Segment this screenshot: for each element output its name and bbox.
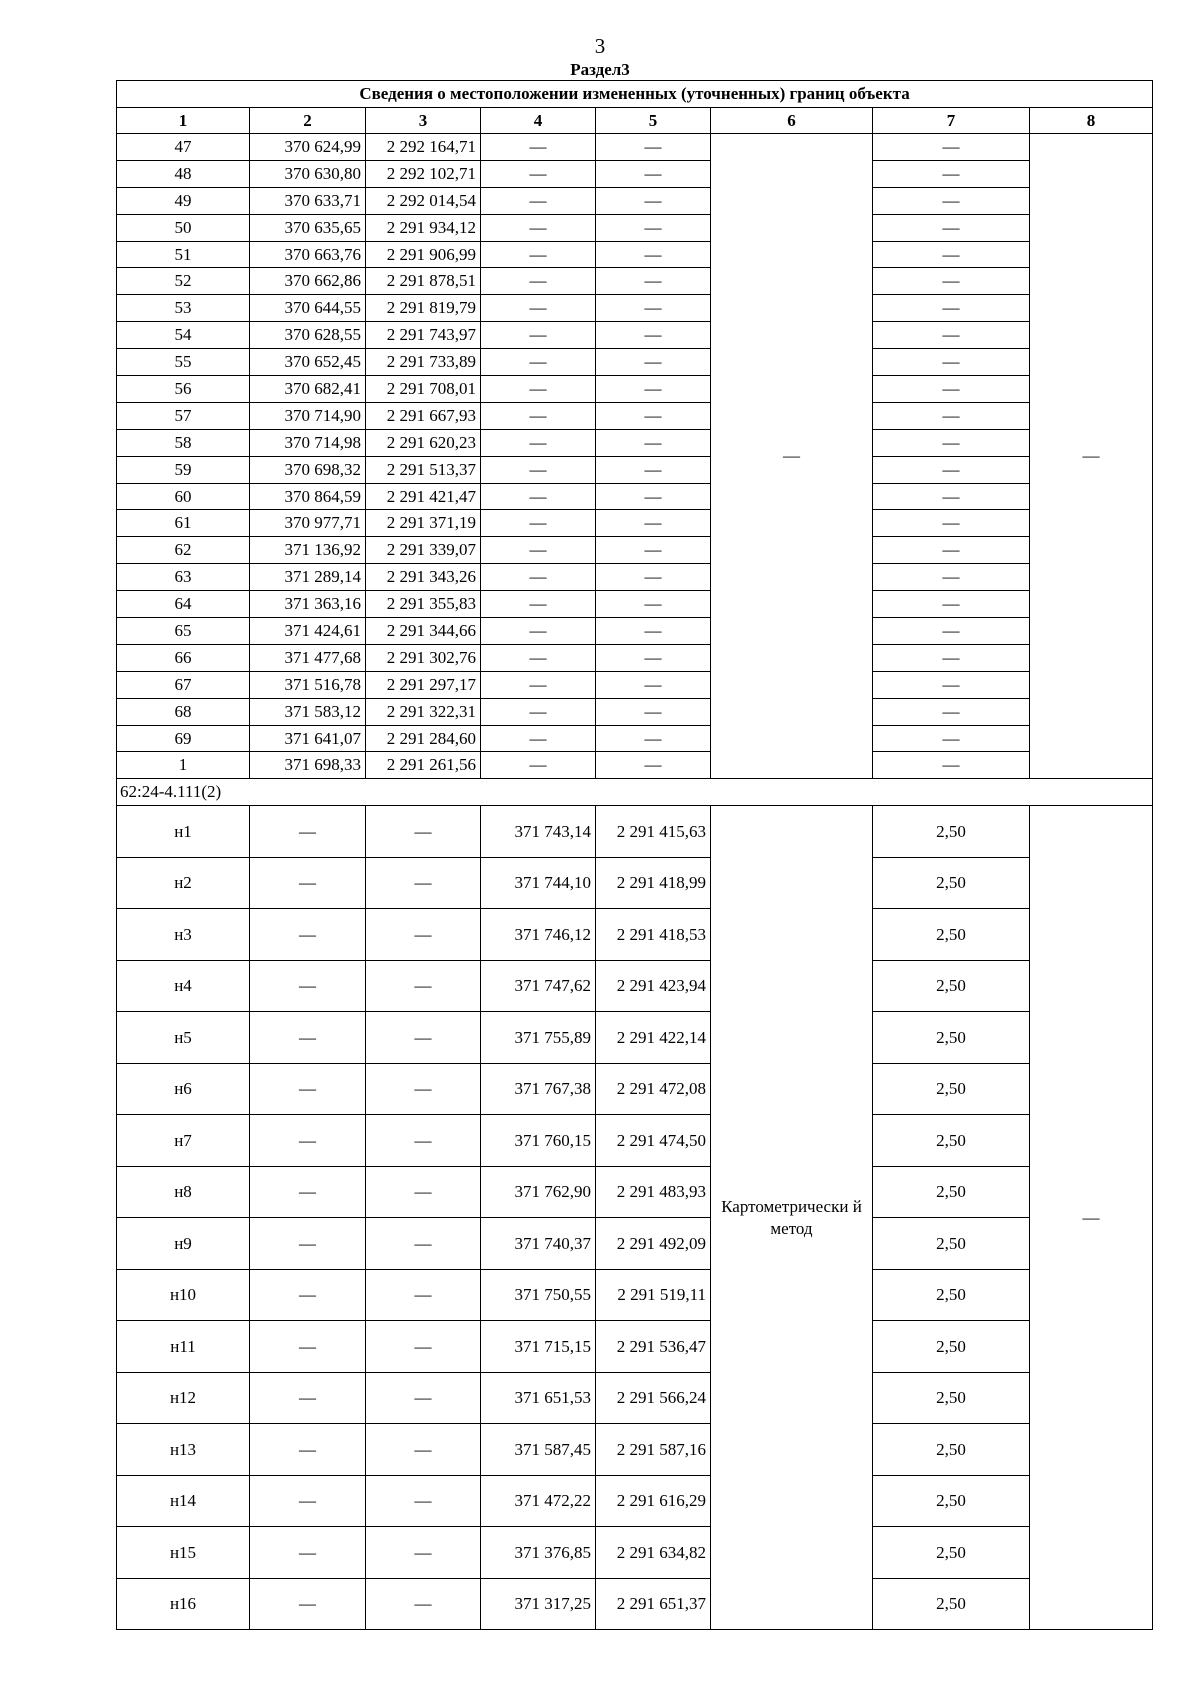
point-number: 52 bbox=[117, 268, 250, 295]
coord-x-new: 371 744,10 bbox=[481, 857, 596, 909]
column-header: 7 bbox=[873, 108, 1030, 134]
accuracy-cell: 2,50 bbox=[873, 1372, 1030, 1424]
coord-x-existing: 370 633,71 bbox=[250, 187, 366, 214]
coord-x-new: — bbox=[481, 671, 596, 698]
point-number: 55 bbox=[117, 349, 250, 376]
accuracy-cell: 2,50 bbox=[873, 1063, 1030, 1115]
coord-y-existing: 2 292 102,71 bbox=[366, 160, 481, 187]
coord-x-new: 371 317,25 bbox=[481, 1578, 596, 1630]
table-row bbox=[117, 268, 1153, 295]
accuracy-cell: 2,50 bbox=[873, 1475, 1030, 1527]
coord-x-new: — bbox=[481, 376, 596, 403]
table-row bbox=[117, 1063, 1153, 1115]
column-header: 3 bbox=[366, 108, 481, 134]
table-row bbox=[117, 698, 1153, 725]
coord-y-new: 2 291 415,63 bbox=[596, 806, 711, 858]
table-row bbox=[117, 725, 1153, 752]
point-number: 66 bbox=[117, 644, 250, 671]
table-title: Сведения о местоположении измененных (уточненных) границ объекта bbox=[117, 81, 1153, 108]
coord-x-new: 371 651,53 bbox=[481, 1372, 596, 1424]
coord-y-existing: — bbox=[366, 960, 481, 1012]
point-number: н3 bbox=[117, 909, 250, 961]
table-row bbox=[117, 376, 1153, 403]
accuracy-cell: — bbox=[873, 671, 1030, 698]
table-row bbox=[117, 1321, 1153, 1373]
point-number: н7 bbox=[117, 1115, 250, 1167]
accuracy-cell: — bbox=[873, 349, 1030, 376]
coord-y-existing: 2 291 371,19 bbox=[366, 510, 481, 537]
coord-y-new: — bbox=[596, 134, 711, 161]
coord-x-new: — bbox=[481, 725, 596, 752]
coord-x-new: — bbox=[481, 322, 596, 349]
coord-x-new: — bbox=[481, 564, 596, 591]
coord-y-new: — bbox=[596, 268, 711, 295]
coord-y-new: 2 291 422,14 bbox=[596, 1012, 711, 1064]
coord-y-existing: — bbox=[366, 806, 481, 858]
coord-y-existing: 2 291 322,31 bbox=[366, 698, 481, 725]
point-number: 54 bbox=[117, 322, 250, 349]
coord-y-existing: 2 291 819,79 bbox=[366, 295, 481, 322]
accuracy-cell: — bbox=[873, 187, 1030, 214]
table-row bbox=[117, 483, 1153, 510]
coord-x-existing: — bbox=[250, 1166, 366, 1218]
column-header: 5 bbox=[596, 108, 711, 134]
coord-y-new: 2 291 616,29 bbox=[596, 1475, 711, 1527]
accuracy-cell: — bbox=[873, 564, 1030, 591]
coord-x-existing: 370 662,86 bbox=[250, 268, 366, 295]
point-number: 49 bbox=[117, 187, 250, 214]
coord-y-existing: — bbox=[366, 1269, 481, 1321]
coord-x-new: 371 743,14 bbox=[481, 806, 596, 858]
point-number: 63 bbox=[117, 564, 250, 591]
point-number: н13 bbox=[117, 1424, 250, 1476]
table-row bbox=[117, 214, 1153, 241]
point-number: н10 bbox=[117, 1269, 250, 1321]
coord-y-existing: 2 291 733,89 bbox=[366, 349, 481, 376]
coord-x-new: 371 755,89 bbox=[481, 1012, 596, 1064]
point-number: н16 bbox=[117, 1578, 250, 1630]
accuracy-cell: 2,50 bbox=[873, 1012, 1030, 1064]
point-number: 57 bbox=[117, 402, 250, 429]
coord-y-new: — bbox=[596, 537, 711, 564]
coord-x-new: 371 760,15 bbox=[481, 1115, 596, 1167]
table-row bbox=[117, 1424, 1153, 1476]
accuracy-cell: — bbox=[873, 456, 1030, 483]
coord-y-new: — bbox=[596, 187, 711, 214]
coord-x-existing: 370 652,45 bbox=[250, 349, 366, 376]
point-number: 59 bbox=[117, 456, 250, 483]
accuracy-cell: — bbox=[873, 160, 1030, 187]
coord-y-existing: 2 291 667,93 bbox=[366, 402, 481, 429]
coord-y-new: 2 291 418,53 bbox=[596, 909, 711, 961]
point-number: 69 bbox=[117, 725, 250, 752]
coord-x-existing: — bbox=[250, 1269, 366, 1321]
coord-x-new: — bbox=[481, 698, 596, 725]
coord-x-new: — bbox=[481, 456, 596, 483]
coord-y-new: — bbox=[596, 618, 711, 645]
table-row bbox=[117, 1012, 1153, 1064]
coord-x-existing: 370 682,41 bbox=[250, 376, 366, 403]
point-number: 50 bbox=[117, 214, 250, 241]
accuracy-cell: — bbox=[873, 376, 1030, 403]
point-number: 53 bbox=[117, 295, 250, 322]
accuracy-cell: — bbox=[873, 241, 1030, 268]
point-number: н6 bbox=[117, 1063, 250, 1115]
coord-y-existing: 2 291 284,60 bbox=[366, 725, 481, 752]
coord-y-existing: 2 291 934,12 bbox=[366, 214, 481, 241]
coord-x-new: — bbox=[481, 268, 596, 295]
accuracy-cell: — bbox=[873, 214, 1030, 241]
point-number: н14 bbox=[117, 1475, 250, 1527]
point-number: 48 bbox=[117, 160, 250, 187]
header-row bbox=[117, 108, 1153, 134]
coord-y-new: — bbox=[596, 510, 711, 537]
table-row bbox=[117, 456, 1153, 483]
point-number: н15 bbox=[117, 1527, 250, 1579]
coord-y-new: — bbox=[596, 698, 711, 725]
table-row bbox=[117, 960, 1153, 1012]
coord-y-new: — bbox=[596, 322, 711, 349]
table-row bbox=[117, 349, 1153, 376]
table-row bbox=[117, 241, 1153, 268]
accuracy-cell: — bbox=[873, 752, 1030, 779]
accuracy-cell: — bbox=[873, 134, 1030, 161]
coord-x-new: 371 715,15 bbox=[481, 1321, 596, 1373]
coord-y-existing: — bbox=[366, 1321, 481, 1373]
coord-x-existing: — bbox=[250, 1578, 366, 1630]
coord-x-existing: 370 714,98 bbox=[250, 429, 366, 456]
coord-x-new: 371 747,62 bbox=[481, 960, 596, 1012]
coord-y-new: 2 291 483,93 bbox=[596, 1166, 711, 1218]
coord-y-new: — bbox=[596, 160, 711, 187]
table-row bbox=[117, 322, 1153, 349]
accuracy-cell: 2,50 bbox=[873, 1424, 1030, 1476]
column-header: 4 bbox=[481, 108, 596, 134]
accuracy-cell: 2,50 bbox=[873, 1578, 1030, 1630]
table-row bbox=[117, 909, 1153, 961]
accuracy-cell: — bbox=[873, 644, 1030, 671]
point-number: н8 bbox=[117, 1166, 250, 1218]
table-row bbox=[117, 1269, 1153, 1321]
coord-y-new: — bbox=[596, 429, 711, 456]
coord-y-new: — bbox=[596, 241, 711, 268]
coord-x-new: — bbox=[481, 349, 596, 376]
coord-x-existing: — bbox=[250, 1218, 366, 1270]
coord-y-new: — bbox=[596, 483, 711, 510]
coord-y-new: 2 291 519,11 bbox=[596, 1269, 711, 1321]
coord-y-existing: 2 291 302,76 bbox=[366, 644, 481, 671]
coord-x-existing: — bbox=[250, 1115, 366, 1167]
accuracy-cell: 2,50 bbox=[873, 1269, 1030, 1321]
point-number: 61 bbox=[117, 510, 250, 537]
coord-y-new: 2 291 536,47 bbox=[596, 1321, 711, 1373]
point-number: 47 bbox=[117, 134, 250, 161]
coord-y-new: 2 291 423,94 bbox=[596, 960, 711, 1012]
coord-y-new: 2 291 634,82 bbox=[596, 1527, 711, 1579]
point-number: н4 bbox=[117, 960, 250, 1012]
table-row bbox=[117, 134, 1153, 161]
point-number: 1 bbox=[117, 752, 250, 779]
coord-x-existing: — bbox=[250, 1372, 366, 1424]
coord-x-existing: 370 977,71 bbox=[250, 510, 366, 537]
page-number: 3 bbox=[594, 34, 606, 58]
coord-x-new: — bbox=[481, 618, 596, 645]
accuracy-cell: — bbox=[873, 322, 1030, 349]
coord-x-new: — bbox=[481, 644, 596, 671]
coord-y-existing: 2 291 743,97 bbox=[366, 322, 481, 349]
coord-y-existing: 2 291 344,66 bbox=[366, 618, 481, 645]
coord-y-existing: — bbox=[366, 1166, 481, 1218]
coord-x-new: — bbox=[481, 483, 596, 510]
coord-x-existing: — bbox=[250, 909, 366, 961]
coord-x-new: 371 762,90 bbox=[481, 1166, 596, 1218]
coord-x-new: — bbox=[481, 537, 596, 564]
coord-y-existing: 2 291 708,01 bbox=[366, 376, 481, 403]
coord-y-new: 2 291 566,24 bbox=[596, 1372, 711, 1424]
accuracy-cell: 2,50 bbox=[873, 1115, 1030, 1167]
coord-y-new: 2 291 418,99 bbox=[596, 857, 711, 909]
coord-y-new: 2 291 474,50 bbox=[596, 1115, 711, 1167]
coord-y-existing: 2 292 164,71 bbox=[366, 134, 481, 161]
point-number: 68 bbox=[117, 698, 250, 725]
accuracy-cell: 2,50 bbox=[873, 909, 1030, 961]
point-number: 58 bbox=[117, 429, 250, 456]
coord-y-existing: — bbox=[366, 1115, 481, 1167]
coord-x-existing: 371 363,16 bbox=[250, 591, 366, 618]
accuracy-cell: — bbox=[873, 429, 1030, 456]
coord-y-existing: — bbox=[366, 1475, 481, 1527]
coord-x-existing: — bbox=[250, 806, 366, 858]
cadastral-code: 62:24-4.111(2) bbox=[117, 779, 1153, 806]
coord-y-new: — bbox=[596, 214, 711, 241]
coord-x-existing: 371 477,68 bbox=[250, 644, 366, 671]
accuracy-cell: — bbox=[873, 510, 1030, 537]
table-row bbox=[117, 295, 1153, 322]
coord-x-existing: 371 641,07 bbox=[250, 725, 366, 752]
coord-x-existing: — bbox=[250, 1424, 366, 1476]
coord-x-new: — bbox=[481, 187, 596, 214]
coord-x-new: — bbox=[481, 214, 596, 241]
accuracy-cell: 2,50 bbox=[873, 857, 1030, 909]
coord-x-new: — bbox=[481, 510, 596, 537]
table-row bbox=[117, 752, 1153, 779]
coord-x-new: — bbox=[481, 429, 596, 456]
table-row bbox=[117, 644, 1153, 671]
coord-y-existing: 2 291 339,07 bbox=[366, 537, 481, 564]
accuracy-cell: 2,50 bbox=[873, 1527, 1030, 1579]
coord-y-new: — bbox=[596, 752, 711, 779]
coord-x-existing: 370 635,65 bbox=[250, 214, 366, 241]
point-number: н2 bbox=[117, 857, 250, 909]
coord-y-existing: — bbox=[366, 1372, 481, 1424]
accuracy-cell: — bbox=[873, 483, 1030, 510]
coord-x-new: 371 472,22 bbox=[481, 1475, 596, 1527]
coord-x-new: — bbox=[481, 402, 596, 429]
coord-x-existing: 370 698,32 bbox=[250, 456, 366, 483]
coord-y-new: — bbox=[596, 402, 711, 429]
coord-y-new: 2 291 651,37 bbox=[596, 1578, 711, 1630]
coord-y-existing: — bbox=[366, 1012, 481, 1064]
coord-y-existing: 2 291 513,37 bbox=[366, 456, 481, 483]
coord-x-new: — bbox=[481, 241, 596, 268]
accuracy-cell: — bbox=[873, 268, 1030, 295]
point-number: 67 bbox=[117, 671, 250, 698]
method-cell: — bbox=[711, 134, 873, 779]
point-number: 56 bbox=[117, 376, 250, 403]
coord-y-existing: — bbox=[366, 1527, 481, 1579]
method-cell: Картометрически й метод bbox=[711, 806, 873, 1630]
coord-x-new: 371 740,37 bbox=[481, 1218, 596, 1270]
point-number: н12 bbox=[117, 1372, 250, 1424]
table-row bbox=[117, 618, 1153, 645]
coord-x-existing: — bbox=[250, 1475, 366, 1527]
coord-x-new: 371 587,45 bbox=[481, 1424, 596, 1476]
coord-y-existing: — bbox=[366, 1218, 481, 1270]
coord-y-existing: 2 292 014,54 bbox=[366, 187, 481, 214]
boundary-table bbox=[116, 80, 1153, 1630]
coord-y-existing: 2 291 421,47 bbox=[366, 483, 481, 510]
coord-x-existing: 370 714,90 bbox=[250, 402, 366, 429]
accuracy-cell: — bbox=[873, 591, 1030, 618]
table-row bbox=[117, 591, 1153, 618]
description-cell: — bbox=[1030, 806, 1153, 1630]
accuracy-cell: 2,50 bbox=[873, 1166, 1030, 1218]
coord-x-existing: — bbox=[250, 1063, 366, 1115]
accuracy-cell: — bbox=[873, 725, 1030, 752]
coord-y-existing: 2 291 878,51 bbox=[366, 268, 481, 295]
coord-x-new: — bbox=[481, 160, 596, 187]
accuracy-cell: — bbox=[873, 537, 1030, 564]
accuracy-cell: — bbox=[873, 618, 1030, 645]
coord-y-existing: — bbox=[366, 1063, 481, 1115]
point-number: н1 bbox=[117, 806, 250, 858]
table-row bbox=[117, 857, 1153, 909]
table-row bbox=[117, 402, 1153, 429]
table-row bbox=[117, 564, 1153, 591]
coord-x-new: 371 750,55 bbox=[481, 1269, 596, 1321]
coord-x-existing: 370 644,55 bbox=[250, 295, 366, 322]
coord-x-existing: 371 516,78 bbox=[250, 671, 366, 698]
accuracy-cell: 2,50 bbox=[873, 806, 1030, 858]
point-number: н9 bbox=[117, 1218, 250, 1270]
table-row bbox=[117, 160, 1153, 187]
coord-x-existing: 371 424,61 bbox=[250, 618, 366, 645]
point-number: 65 bbox=[117, 618, 250, 645]
coord-x-existing: 370 624,99 bbox=[250, 134, 366, 161]
coord-x-existing: — bbox=[250, 857, 366, 909]
column-header: 1 bbox=[117, 108, 250, 134]
table-row bbox=[117, 1578, 1153, 1630]
table-row bbox=[117, 187, 1153, 214]
point-number: 62 bbox=[117, 537, 250, 564]
coord-y-new: — bbox=[596, 644, 711, 671]
table-row bbox=[117, 671, 1153, 698]
table-row bbox=[117, 1218, 1153, 1270]
coord-x-existing: 370 630,80 bbox=[250, 160, 366, 187]
table-row bbox=[117, 806, 1153, 858]
coord-x-existing: — bbox=[250, 1527, 366, 1579]
table-row bbox=[117, 1372, 1153, 1424]
coord-x-existing: 371 136,92 bbox=[250, 537, 366, 564]
point-number: 64 bbox=[117, 591, 250, 618]
accuracy-cell: — bbox=[873, 402, 1030, 429]
coord-x-existing: — bbox=[250, 1321, 366, 1373]
coord-y-existing: 2 291 261,56 bbox=[366, 752, 481, 779]
coord-x-existing: — bbox=[250, 1012, 366, 1064]
table-row bbox=[117, 1115, 1153, 1167]
coord-x-new: — bbox=[481, 591, 596, 618]
accuracy-cell: 2,50 bbox=[873, 1321, 1030, 1373]
coord-x-new: — bbox=[481, 752, 596, 779]
coord-x-existing: 370 628,55 bbox=[250, 322, 366, 349]
coord-y-new: — bbox=[596, 295, 711, 322]
point-number: н11 bbox=[117, 1321, 250, 1373]
coord-y-new: — bbox=[596, 456, 711, 483]
coord-y-new: — bbox=[596, 376, 711, 403]
coord-y-new: — bbox=[596, 725, 711, 752]
table-row bbox=[117, 1475, 1153, 1527]
section-label: Раздел3 bbox=[570, 60, 630, 79]
coord-x-new: 371 746,12 bbox=[481, 909, 596, 961]
table-row bbox=[117, 510, 1153, 537]
coord-y-new: 2 291 492,09 bbox=[596, 1218, 711, 1270]
coord-y-existing: 2 291 355,83 bbox=[366, 591, 481, 618]
point-number: 51 bbox=[117, 241, 250, 268]
coord-x-new: 371 767,38 bbox=[481, 1063, 596, 1115]
description-cell: — bbox=[1030, 134, 1153, 779]
coord-y-new: — bbox=[596, 564, 711, 591]
coord-x-existing: 371 289,14 bbox=[250, 564, 366, 591]
coord-y-existing: 2 291 620,23 bbox=[366, 429, 481, 456]
coord-x-new: 371 376,85 bbox=[481, 1527, 596, 1579]
coord-y-existing: — bbox=[366, 1578, 481, 1630]
column-header: 8 bbox=[1030, 108, 1153, 134]
coord-y-existing: — bbox=[366, 1424, 481, 1476]
accuracy-cell: 2,50 bbox=[873, 960, 1030, 1012]
coord-x-existing: 371 698,33 bbox=[250, 752, 366, 779]
accuracy-cell: — bbox=[873, 295, 1030, 322]
coord-y-new: 2 291 587,16 bbox=[596, 1424, 711, 1476]
coord-y-existing: — bbox=[366, 857, 481, 909]
coord-x-existing: — bbox=[250, 960, 366, 1012]
coord-x-new: — bbox=[481, 134, 596, 161]
column-header: 2 bbox=[250, 108, 366, 134]
table-row bbox=[117, 1166, 1153, 1218]
coord-x-existing: 370 864,59 bbox=[250, 483, 366, 510]
accuracy-cell: — bbox=[873, 698, 1030, 725]
column-header: 6 bbox=[711, 108, 873, 134]
coord-x-new: — bbox=[481, 295, 596, 322]
coord-x-existing: 371 583,12 bbox=[250, 698, 366, 725]
coord-y-existing: 2 291 343,26 bbox=[366, 564, 481, 591]
accuracy-cell: 2,50 bbox=[873, 1218, 1030, 1270]
table-row bbox=[117, 429, 1153, 456]
coord-x-existing: 370 663,76 bbox=[250, 241, 366, 268]
coord-y-new: — bbox=[596, 591, 711, 618]
table-row bbox=[117, 1527, 1153, 1579]
coord-y-new: 2 291 472,08 bbox=[596, 1063, 711, 1115]
table-row bbox=[117, 537, 1153, 564]
point-number: н5 bbox=[117, 1012, 250, 1064]
coord-y-existing: 2 291 906,99 bbox=[366, 241, 481, 268]
coord-y-new: — bbox=[596, 349, 711, 376]
cadastral-code-row bbox=[117, 779, 1153, 806]
point-number: 60 bbox=[117, 483, 250, 510]
coord-y-new: — bbox=[596, 671, 711, 698]
coord-y-existing: — bbox=[366, 909, 481, 961]
coord-y-existing: 2 291 297,17 bbox=[366, 671, 481, 698]
